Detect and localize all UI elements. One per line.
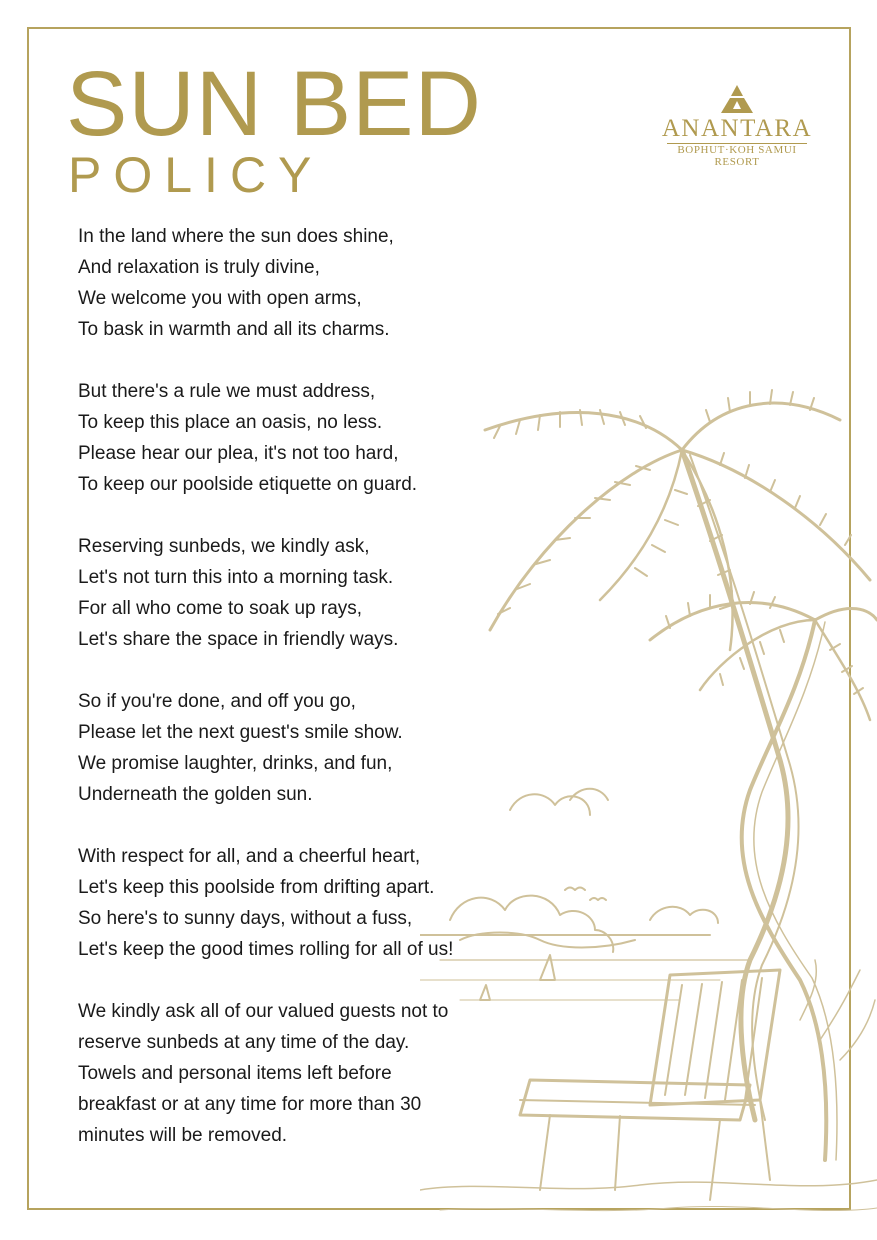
- poem-line: Let's share the space in friendly ways.: [78, 629, 399, 650]
- notice-line: reserve sunbeds at any time of the day.: [78, 1032, 410, 1053]
- logo-location: BOPHUT·KOH SAMUI: [677, 144, 797, 156]
- notice-line: Towels and personal items left before: [78, 1063, 392, 1084]
- poem-line: Please let the next guest's smile show.: [78, 722, 403, 743]
- notice-line: breakfast or at any time for more than 30: [78, 1094, 422, 1115]
- notice-line: minutes will be removed.: [78, 1125, 288, 1146]
- logo-resort: RESORT: [714, 156, 760, 168]
- poem-line: Underneath the golden sun.: [78, 784, 313, 805]
- anantara-triangle-icon: [720, 84, 754, 114]
- poem-stanza-5: [78, 841, 558, 965]
- poem-line: With respect for all, and a cheerful heart,: [78, 846, 421, 867]
- logo-name: ANANTARA: [661, 115, 813, 142]
- poem-line: Reserving sunbeds, we kindly ask,: [78, 536, 370, 557]
- poem-stanza-3: [78, 531, 558, 655]
- poem-line: So if you're done, and off you go,: [78, 691, 356, 712]
- poem-line: So here's to sunny days, without a fuss,: [78, 908, 413, 929]
- policy-poem: [78, 221, 558, 1182]
- poem-line: In the land where the sun does shine,: [78, 226, 394, 247]
- anantara-logo: [657, 84, 817, 168]
- poem-stanza-4: [78, 686, 558, 810]
- poem-stanza-1: [78, 221, 558, 345]
- poem-line: And relaxation is truly divine,: [78, 257, 320, 278]
- poem-line: Let's keep this poolside from drifting apart.: [78, 877, 435, 898]
- page-title: SUN BED: [66, 53, 482, 155]
- poem-line: To bask in warmth and all its charms.: [78, 319, 390, 340]
- notice-line: We kindly ask all of our valued guests not to: [78, 1001, 449, 1022]
- page-subtitle: POLICY: [68, 147, 324, 203]
- poem-line: For all who come to soak up rays,: [78, 598, 363, 619]
- poem-line: Please hear our plea, it's not too hard,: [78, 443, 399, 464]
- poem-stanza-2: [78, 376, 558, 500]
- poem-line: We promise laughter, drinks, and fun,: [78, 753, 393, 774]
- poem-line: But there's a rule we must address,: [78, 381, 376, 402]
- poem-line: Let's keep the good times rolling for all of us!: [78, 939, 454, 960]
- poem-line: Let's not turn this into a morning task.: [78, 567, 394, 588]
- poem-line: We welcome you with open arms,: [78, 288, 362, 309]
- policy-notice: [78, 996, 558, 1151]
- poem-line: To keep this place an oasis, no less.: [78, 412, 383, 433]
- poem-line: To keep our poolside etiquette on guard.: [78, 474, 418, 495]
